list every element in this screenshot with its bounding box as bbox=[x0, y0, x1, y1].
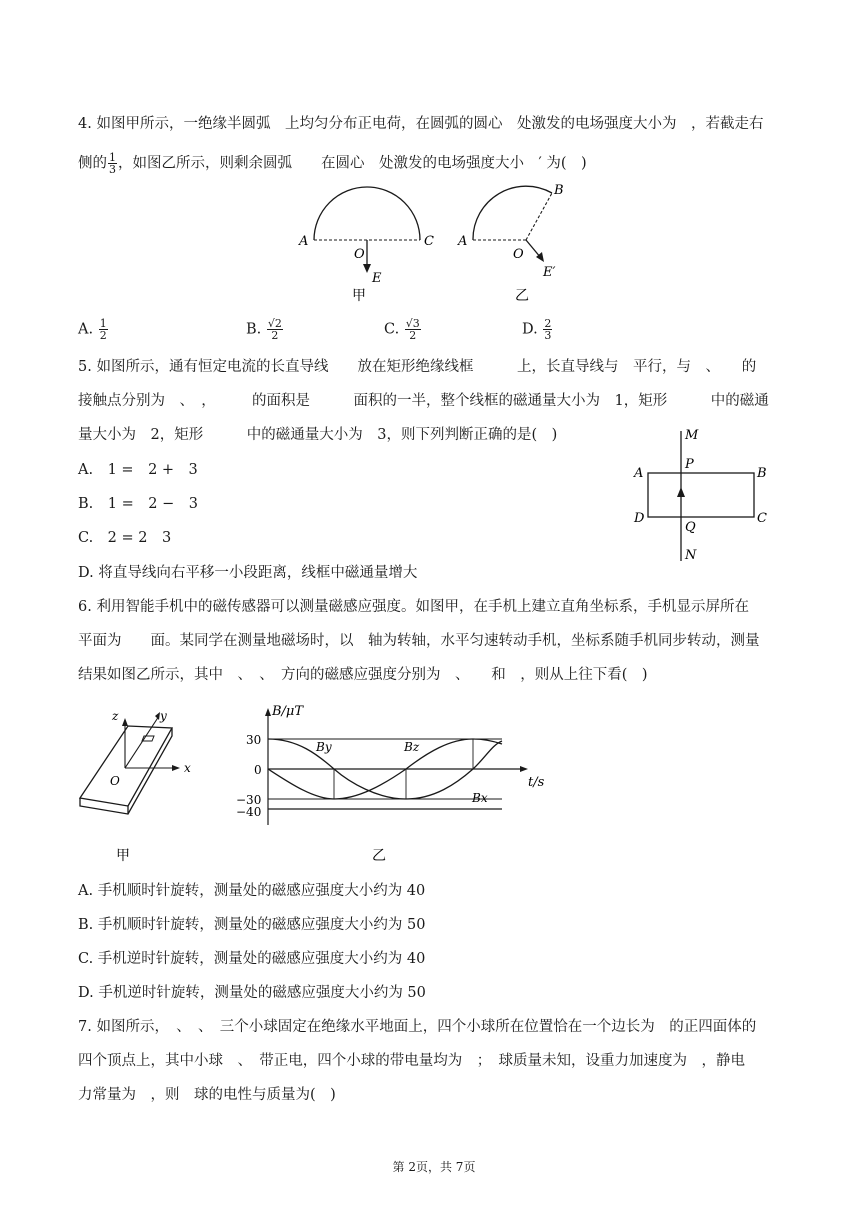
q4-label-e2: E′ bbox=[543, 265, 556, 280]
q6-line-1: 6. 利用智能手机中的磁传感器可以测量磁感应强度。如图甲，在手机上建立直角坐标系，手机显示屏所在 bbox=[78, 599, 749, 615]
q4-option-a: A. $\frac{1}{2}$ bbox=[78, 317, 107, 342]
q5-frame bbox=[648, 473, 754, 517]
q5-line-1: 5. 如图所示，通有恒定电流的长直导线 放在矩形绝缘线框 上，长直导线与 平行，与 、 的 bbox=[78, 359, 757, 375]
q5-label-n: N bbox=[685, 548, 697, 563]
q5-option-d: D. 将直导线向右平移一小段距离，线框中磁通量增大 bbox=[78, 565, 418, 581]
q4-arrowhead-jia bbox=[363, 264, 371, 273]
q6-option-a: A. 手机顺时针旋转，测量处的磁感应强度大小约为 40 bbox=[78, 883, 426, 899]
q5-label-d: D bbox=[634, 511, 645, 526]
q5-figure bbox=[628, 425, 778, 567]
q7-line-3: 力常量为 ，则 球的电性与质量为( ) bbox=[78, 1087, 336, 1103]
phone-label-y: y bbox=[160, 709, 167, 723]
tick-minus-30: −30 bbox=[236, 793, 262, 807]
phone-label-x: x bbox=[184, 761, 191, 775]
q6-option-c: C. 手机逆时针旋转，测量处的磁感应强度大小约为 40 bbox=[78, 951, 426, 967]
q5-label-c: C bbox=[757, 511, 767, 526]
q7-line-1: 7. 如图所示， 、 、 三个小球固定在绝缘水平地面上，四个小球所在位置恰在一个边长为 的正四面体的 bbox=[78, 1019, 757, 1035]
q5-option-b: B. 1 = 2 − 3 bbox=[78, 496, 198, 512]
q4-option-c: C. $\frac{√3}{2}$ bbox=[384, 317, 420, 342]
q5-option-c: C. 2 = 2 3 bbox=[78, 530, 172, 546]
q4-label-a2: A bbox=[458, 234, 468, 249]
q4-fraction: $\frac{1}{3}$ bbox=[109, 151, 116, 176]
q4-label-e1: E bbox=[372, 271, 382, 286]
tick-0: 0 bbox=[254, 763, 262, 777]
q5-label-a: A bbox=[634, 466, 644, 481]
q4-label-a1: A bbox=[299, 234, 309, 249]
q6-option-b: B. 手机顺时针旋转，测量处的磁感应强度大小约为 50 bbox=[78, 917, 426, 933]
q6-line-2: 平面为 面。某同学在测量地磁场时，以 轴为转轴，水平匀速转动手机，坐标系随手机同步转动，测量 bbox=[78, 633, 760, 649]
label-by: By bbox=[316, 740, 332, 754]
q6-line-3: 结果如图乙所示，其中 、 、 方向的磁感应强度分别为 、 和 ，则从上往下看( ) bbox=[78, 667, 648, 683]
q5-current-arrow bbox=[677, 487, 685, 497]
q5-line-2: 接触点分别为 、 ， 的面积是 面积的一半，整个线框的磁通量大小为 1，矩形 中的磁通 bbox=[78, 393, 769, 409]
q4-line-2-pre: 侧的 bbox=[78, 155, 107, 172]
q4-figure bbox=[290, 178, 580, 306]
q4-label-o2: O bbox=[513, 247, 524, 262]
tick-minus-40: −40 bbox=[236, 805, 262, 819]
q6-option-d: D. 手机逆时针旋转，测量处的磁感应强度大小约为 50 bbox=[78, 985, 426, 1001]
q4-line-2 bbox=[78, 152, 587, 175]
q6-chart bbox=[228, 700, 568, 870]
q4-label-o1: O bbox=[354, 247, 365, 262]
q4-option-d: D. $\frac{2}{3}$ bbox=[522, 317, 552, 342]
phone-caption: 甲 bbox=[116, 848, 130, 864]
chart-ylabel: B/μT bbox=[272, 704, 304, 719]
q7-line-2: 四个顶点上，其中小球 、 带正电，四个小球的带电量均为 ； 球质量未知，设重力加速度为 ，静电 bbox=[78, 1053, 745, 1069]
q5-label-p: P bbox=[685, 457, 694, 472]
q4-arc-yi bbox=[473, 186, 552, 240]
q5-label-m: M bbox=[685, 428, 699, 443]
chart-xlabel: t/s bbox=[528, 775, 545, 790]
q4-line-1: 4. 如图甲所示，一绝缘半圆弧 上均匀分布正电荷，在圆弧的圆心 处激发的电场强度大小为 ，若截走右 bbox=[78, 116, 764, 132]
page-footer: 第 2页，共 7页 bbox=[392, 1160, 476, 1174]
q4-label-c1: C bbox=[424, 234, 434, 249]
phone-label-o: O bbox=[110, 774, 120, 788]
q5-option-a: A. 1 = 2 + 3 bbox=[78, 462, 198, 478]
tick-30: 30 bbox=[246, 733, 262, 747]
q4-arc-jia bbox=[314, 187, 420, 240]
q4-option-b: B. $\frac{√2}{2}$ bbox=[246, 317, 282, 342]
q4-caption-yi: 乙 bbox=[515, 288, 529, 304]
phone-label-z: z bbox=[112, 709, 119, 723]
q4-label-b2: B bbox=[554, 183, 564, 198]
q5-label-b: B bbox=[757, 466, 767, 481]
q4-line-2-post: ，如图乙所示，则剩余圆弧 在圆心 处激发的电场强度大小 ′ 为( ) bbox=[118, 155, 587, 172]
q5-line-3: 量大小为 2，矩形 中的磁通量大小为 3，则下列判断正确的是( ) bbox=[78, 427, 558, 443]
chart-caption: 乙 bbox=[372, 848, 386, 864]
q6-phone-figure bbox=[70, 700, 210, 870]
label-bz: Bz bbox=[404, 740, 420, 754]
q4-caption-jia: 甲 bbox=[352, 288, 366, 304]
q5-label-q: Q bbox=[685, 520, 696, 535]
q4-cut-line-yi bbox=[526, 193, 552, 240]
label-bx: Bx bbox=[472, 791, 488, 805]
